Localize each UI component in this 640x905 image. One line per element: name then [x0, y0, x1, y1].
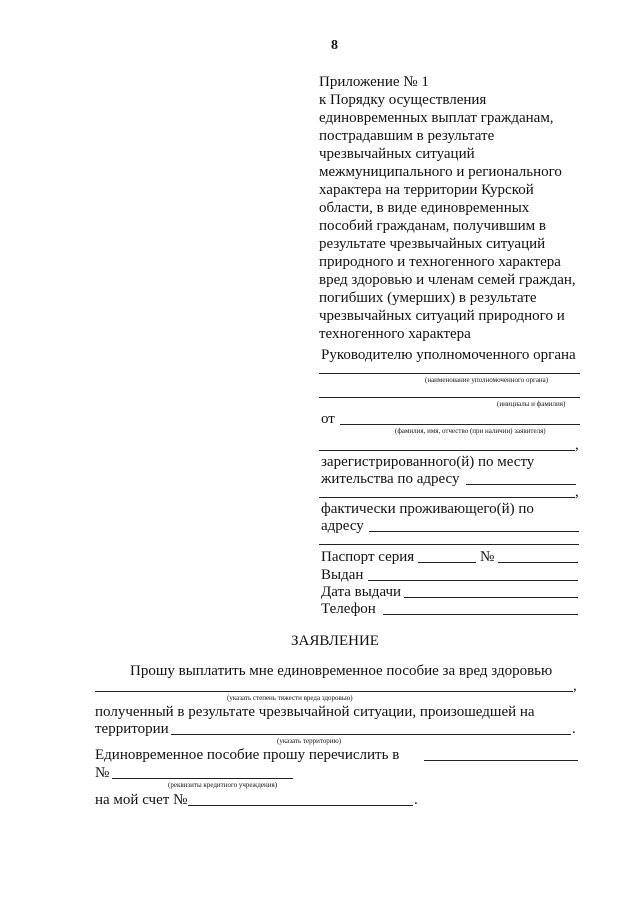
caption-bank: (реквизиты кредитного учреждения) — [168, 781, 278, 789]
issue-date-line — [404, 597, 578, 598]
severity-line — [95, 691, 573, 692]
registered-label-2: жительства по адресу — [321, 471, 460, 487]
initials-line — [319, 397, 580, 398]
appendix-line: характера на территории Курской — [319, 182, 534, 198]
appendix-line: пострадавшим в результате — [319, 128, 495, 144]
appendix-line: межмуниципального и регионального — [319, 164, 562, 180]
bank-line — [424, 760, 578, 761]
appendix-line: природного и техногенного характера — [319, 254, 561, 270]
body-line-5: Единовременное пособие прошу перечислить в — [95, 747, 400, 763]
caption-organ: (наименование уполномоченного органа) — [425, 376, 549, 384]
territory-line — [171, 734, 571, 735]
body-line-3: полученный в результате чрезвычайной ситуации, произошедшей на — [95, 704, 535, 720]
from-label: от — [321, 411, 335, 427]
actual-label-1: фактически проживающего(й) по — [321, 501, 534, 517]
comma-mark: , — [573, 678, 577, 694]
appendix-line: результате чрезвычайных ситуаций — [319, 236, 546, 252]
registered-line-2 — [319, 497, 575, 498]
caption-initials: (инициалы и фамилия) — [497, 400, 566, 408]
fio-line-2 — [319, 450, 575, 451]
passport-no-line — [498, 562, 578, 563]
comma-mark: , — [575, 484, 579, 500]
body-line-1: Прошу выплатить мне единовременное пособие за вред здоровью — [130, 663, 553, 679]
appendix-line: области, в виде единовременных — [319, 200, 530, 216]
bank-no-line — [112, 778, 293, 779]
issue-date-label: Дата выдачи — [321, 584, 402, 600]
appendix-line: пособий гражданам, получившим в — [319, 218, 547, 234]
caption-territory: (указать территорию) — [277, 737, 342, 745]
bank-no-label: № — [95, 765, 110, 781]
caption-severity: (указать степень тяжести вреда здоровью) — [227, 694, 353, 702]
passport-no-label: № — [480, 549, 495, 565]
document-title: ЗАЯВЛЕНИЕ — [291, 633, 379, 649]
comma-mark: , — [575, 437, 579, 453]
registered-label-1: зарегистрированного(й) по месту — [321, 454, 535, 470]
actual-line-1 — [369, 531, 579, 532]
passport-series-line — [418, 562, 476, 563]
appendix-line: чрезвычайных ситуаций — [319, 146, 475, 162]
caption-fio: (фамилия, имя, отчество (при наличии) заявителя) — [395, 427, 546, 435]
account-line — [188, 805, 413, 806]
registered-line-1 — [466, 484, 576, 485]
appendix-line: вред здоровью и членам семей граждан, — [319, 272, 576, 288]
actual-line-2 — [319, 544, 579, 545]
appendix-line: Приложение № 1 — [319, 74, 429, 90]
account-label: на мой счет № — [95, 792, 188, 808]
phone-label: Телефон — [321, 601, 376, 617]
appendix-line: к Порядку осуществления — [319, 92, 487, 108]
period-mark: . — [572, 721, 576, 737]
appendix-line: единовременных выплат гражданам, — [319, 110, 554, 126]
appendix-line: погибших (умерших) в результате — [319, 290, 537, 306]
phone-line — [383, 614, 578, 615]
actual-label-2: адресу — [321, 518, 364, 534]
appendix-heading — [319, 73, 619, 343]
fio-line — [340, 424, 580, 425]
period-mark: . — [414, 792, 418, 808]
appendix-line: техногенного характера — [319, 326, 471, 342]
appendix-line: чрезвычайных ситуаций природного и — [319, 308, 565, 324]
passport-series-label: Паспорт серия — [321, 549, 415, 565]
addressee-head: Руководителю уполномоченного органа — [321, 347, 576, 363]
issued-line — [368, 580, 578, 581]
issued-label: Выдан — [321, 567, 364, 583]
page-number: 8 — [331, 38, 338, 53]
organ-line — [319, 373, 580, 374]
body-territory-label: территории — [95, 721, 169, 737]
